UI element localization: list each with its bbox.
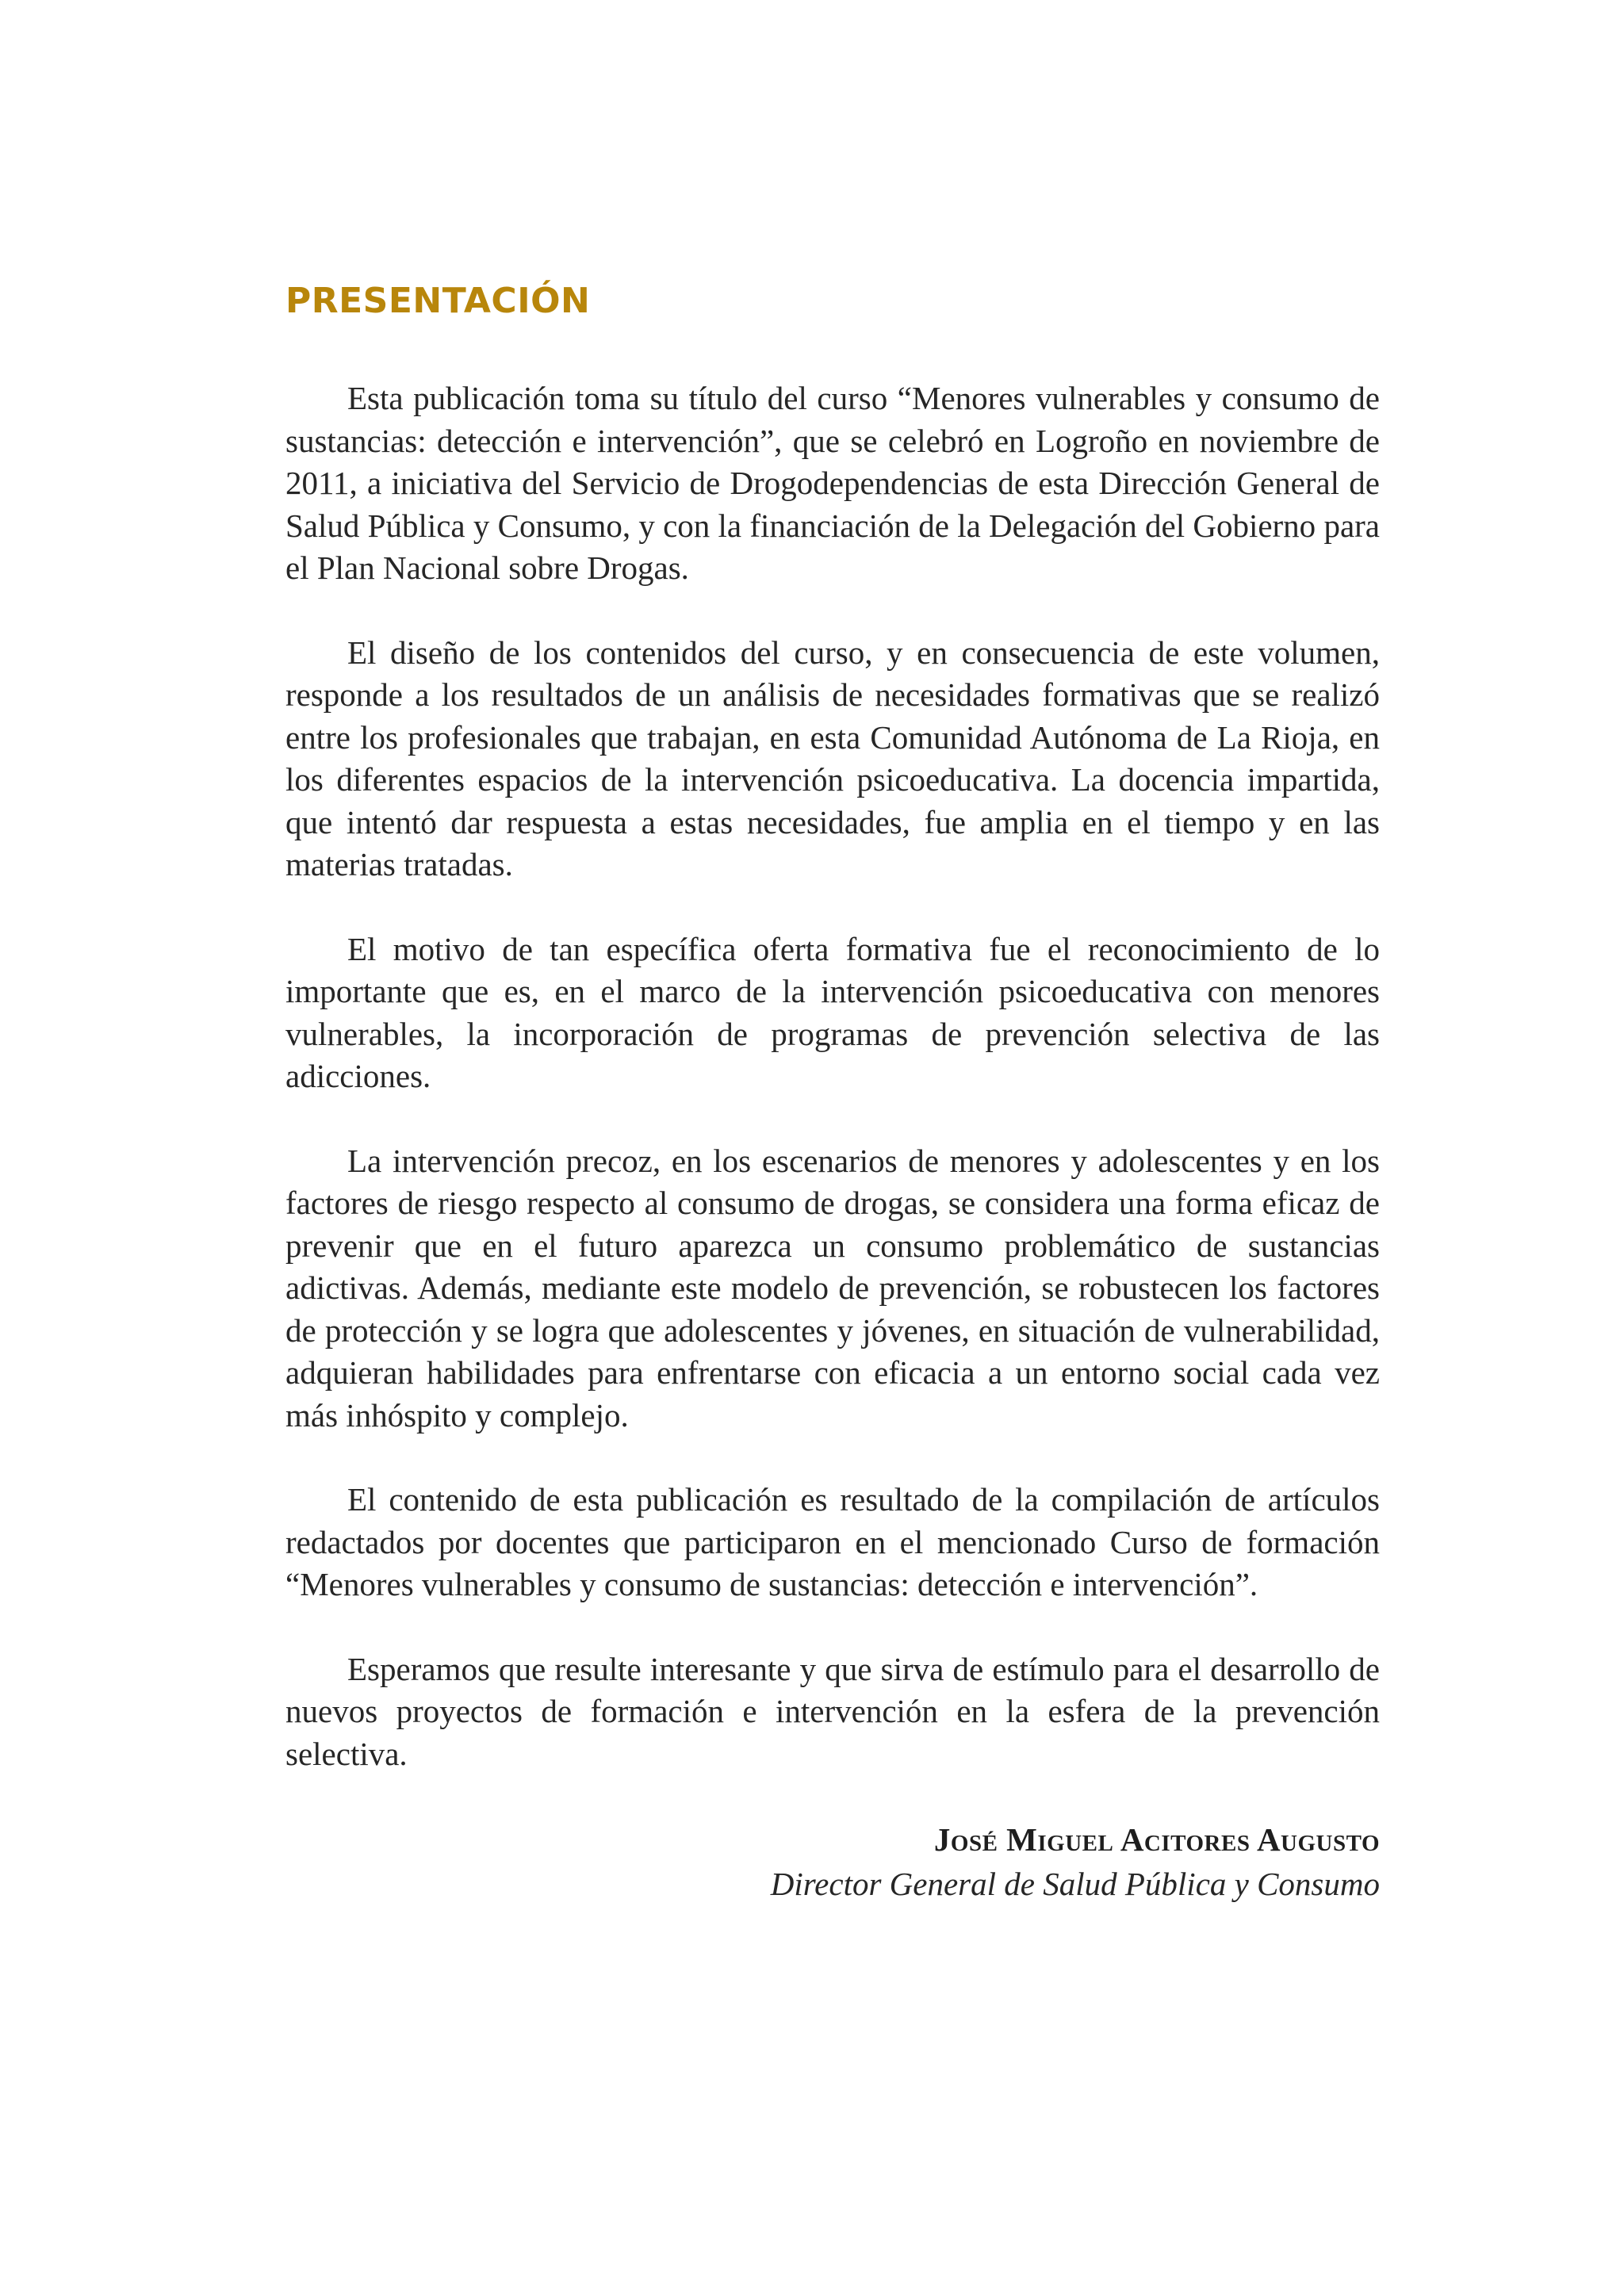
paragraph-2: El diseño de los contenidos del curso, y en consecuencia de este volumen, responde a los resultados de un análisis de necesidades formativas que se realizó entre los profesionales que trabajan, en esta Comunidad Autónoma de La Rioja, en los diferentes espacios de la intervención psicoeducativa. La docencia impartida, que intentó dar respuesta a estas necesidades, fue amplia en el tiempo y en las materias tratadas. <box>285 634 1380 882</box>
signature-name: José Miguel Acitores Augusto <box>933 1821 1380 1858</box>
signature-role: Director General de Salud Pública y Consumo <box>770 1866 1380 1902</box>
paragraph-6: Esperamos que resulte interesante y que sirva de estímulo para el desarrollo de nuevos proyectos de formación e intervención en la esfera de la prevención selectiva. <box>285 1650 1380 1772</box>
signature-block <box>285 1817 1380 1906</box>
paragraph-4: La intervención precoz, en los escenarios de menores y adolescentes y en los factores de riesgo respecto al consumo de drogas, se considera una forma eficaz de prevenir que en el futuro aparezca un consumo problemático de sustancias adictivas. Además, mediante este modelo de prevención, se robustecen los factores de protección y se logra que adolescentes y jóvenes, en situación de vulnerabilidad, adquieran habilidades para enfrentarse con eficacia a un entorno social cada vez más inhóspito y complejo. <box>285 1142 1380 1434</box>
paragraph-1: Esta publicación toma su título del curso “Menores vulnerables y consumo de sustancias: detección e intervención”, que se celebró en Logroño en noviembre de 2011, a iniciativa del Servicio de Drogodependencias de esta Dirección General de Salud Pública y Consumo, y con la financiación de la Delegación del Gobierno para el Plan Nacional sobre Drogas. <box>285 380 1380 586</box>
paragraph-3: El motivo de tan específica oferta formativa fue el reconocimiento de lo importante que es, en el marco de la intervención psicoeducativa con menores vulnerables, la incorporación de programas de prevención selectiva de las adicciones. <box>285 930 1380 1094</box>
page-title: PRESENTACIÓN <box>285 281 591 321</box>
paragraph-5: El contenido de esta publicación es resultado de la compilación de artículos redactados por docentes que participaron en el mencionado Curso de formación “Menores vulnerables y consumo de sustancias: detección e intervención”. <box>285 1481 1380 1602</box>
presentation-page <box>285 270 1380 1906</box>
